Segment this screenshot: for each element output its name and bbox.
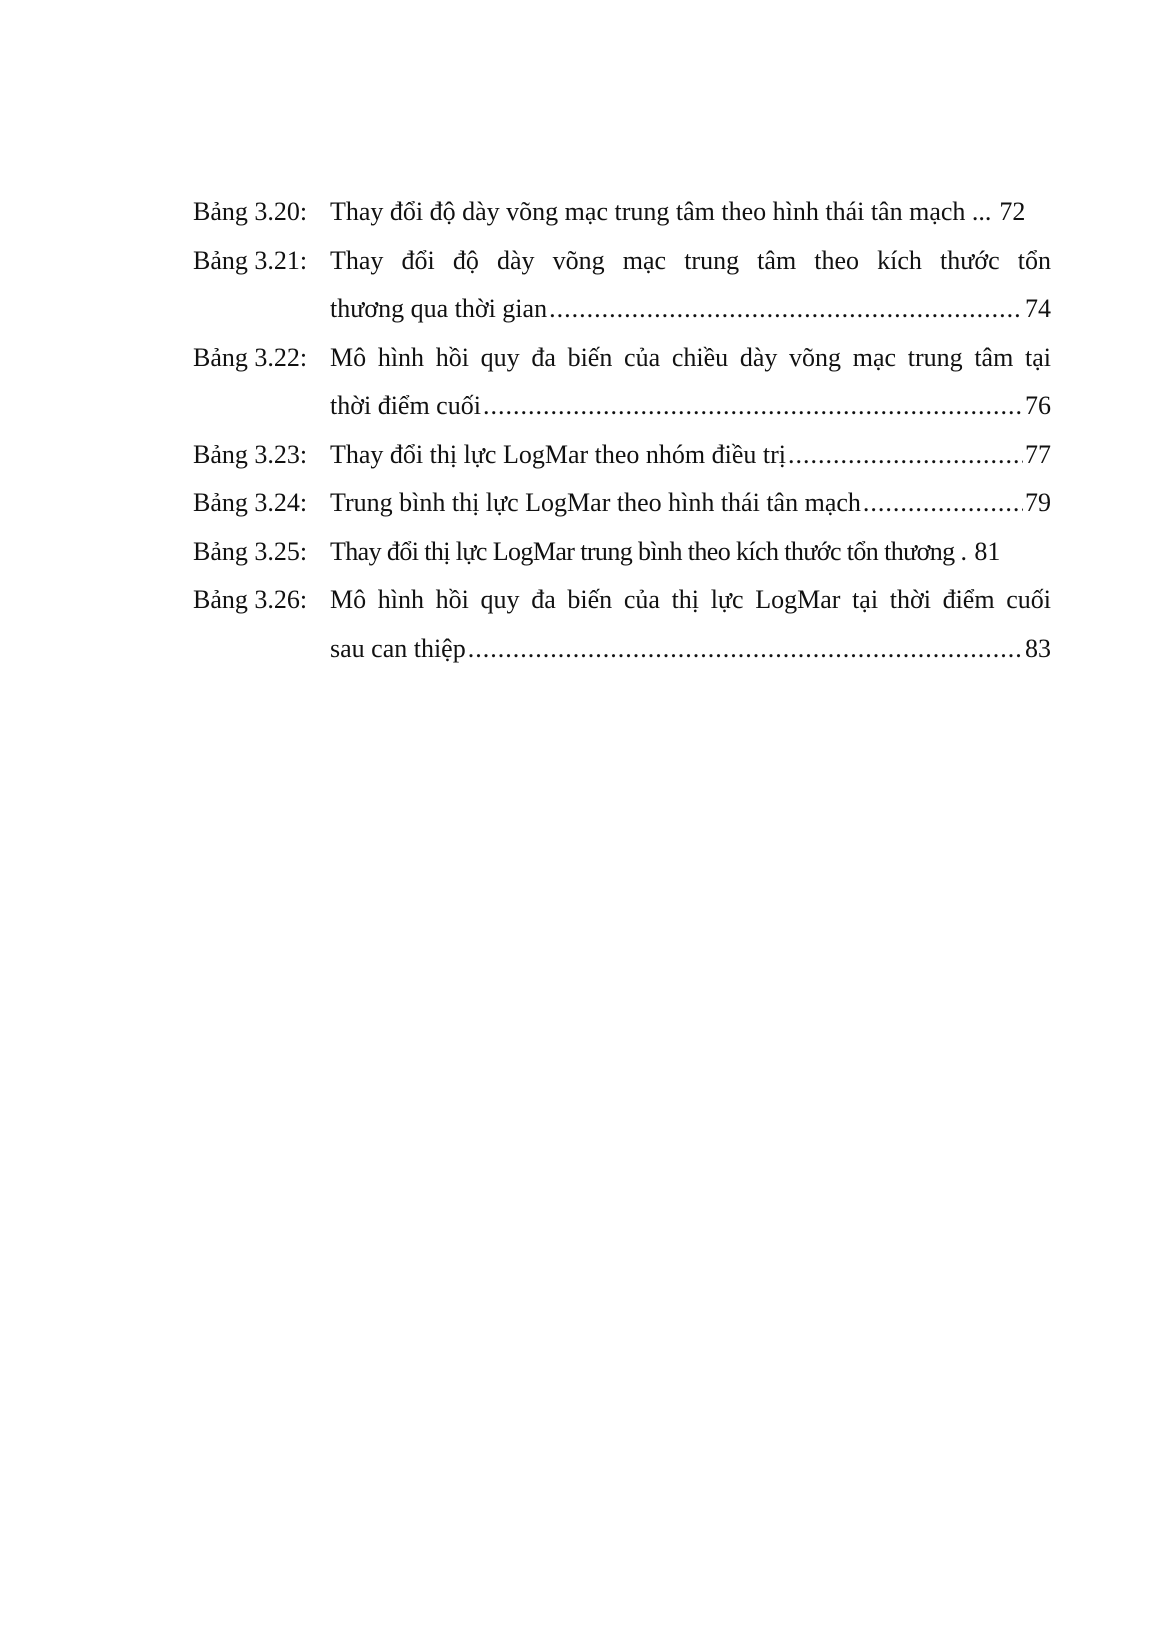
toc-entry-page: 76	[1025, 391, 1051, 420]
toc-entry-page: 77	[1025, 439, 1051, 469]
table-of-tables	[193, 188, 1051, 673]
toc-entry-3-22[interactable]	[193, 334, 1051, 431]
toc-entry-label: Bảng 3.20:	[193, 197, 308, 226]
toc-entry-page: 74	[1025, 294, 1051, 323]
toc-entry-label: Bảng 3.25:	[193, 536, 308, 566]
toc-entry-body	[330, 576, 1051, 673]
toc-entry-body	[330, 334, 1051, 431]
toc-entry-body	[330, 431, 1051, 480]
toc-entry-last-line	[330, 188, 1051, 237]
toc-entry-body	[330, 188, 1051, 237]
toc-entry-last-line	[330, 382, 1051, 431]
toc-entry-page: 83	[1025, 633, 1051, 663]
toc-entry-last-line	[330, 479, 1051, 528]
toc-entry-label: Bảng 3.23:	[193, 439, 308, 469]
dot-leader	[483, 382, 1023, 431]
toc-entry-3-26[interactable]	[193, 576, 1051, 673]
toc-entry-title-line-2: thời điểm cuối	[330, 391, 481, 420]
dot-leader	[863, 479, 1023, 528]
toc-entry-3-24[interactable]	[193, 479, 1051, 528]
dot-leader	[788, 431, 1023, 480]
toc-entry-title-line-2: thương qua thời gian	[330, 294, 548, 323]
toc-entry-title-line-1: Thay đổi độ dày võng mạc trung tâm theo kích thước tổn	[330, 245, 1051, 275]
toc-entry-label: Bảng 3.22:	[193, 342, 308, 372]
toc-entry-3-20[interactable]	[193, 188, 1051, 237]
toc-entry-last-line	[330, 285, 1051, 334]
toc-entry-label: Bảng 3.26:	[193, 585, 308, 614]
toc-entry-3-23[interactable]	[193, 431, 1051, 480]
toc-entry-title: Trung bình thị lực LogMar theo hình thái tân mạch	[330, 488, 861, 517]
toc-entry-title-line-1: Mô hình hồi quy đa biến của thị lực LogMar tại thời điểm cuối	[330, 585, 1051, 614]
dot-leader	[549, 285, 1023, 334]
dot-leader	[468, 625, 1023, 674]
toc-entry-body	[330, 528, 1051, 577]
toc-entry-last-line	[330, 528, 1051, 577]
toc-entry-label: Bảng 3.21:	[193, 245, 308, 275]
toc-entry-page: 72	[999, 197, 1026, 226]
toc-entry-title: Thay đổi thị lực LogMar trung bình theo kích thước tổn thương .	[330, 536, 967, 566]
toc-entry-body	[330, 479, 1051, 528]
toc-entry-title-line-1: Mô hình hồi quy đa biến của chiều dày võng mạc trung tâm tại	[330, 342, 1051, 372]
toc-entry-last-line	[330, 431, 1051, 480]
toc-entry-3-21[interactable]	[193, 237, 1051, 334]
toc-entry-3-25[interactable]	[193, 528, 1051, 577]
toc-entry-title-line-2: sau can thiệp	[330, 633, 466, 663]
toc-entry-last-line	[330, 625, 1051, 674]
toc-entry-page: 81	[974, 536, 1001, 566]
toc-entry-title: Thay đổi độ dày võng mạc trung tâm theo hình thái tân mạch ...	[330, 197, 992, 226]
toc-entry-label: Bảng 3.24:	[193, 488, 308, 517]
toc-entry-body	[330, 237, 1051, 334]
toc-entry-page: 79	[1025, 488, 1051, 517]
toc-entry-title: Thay đổi thị lực LogMar theo nhóm điều trị	[330, 439, 787, 469]
